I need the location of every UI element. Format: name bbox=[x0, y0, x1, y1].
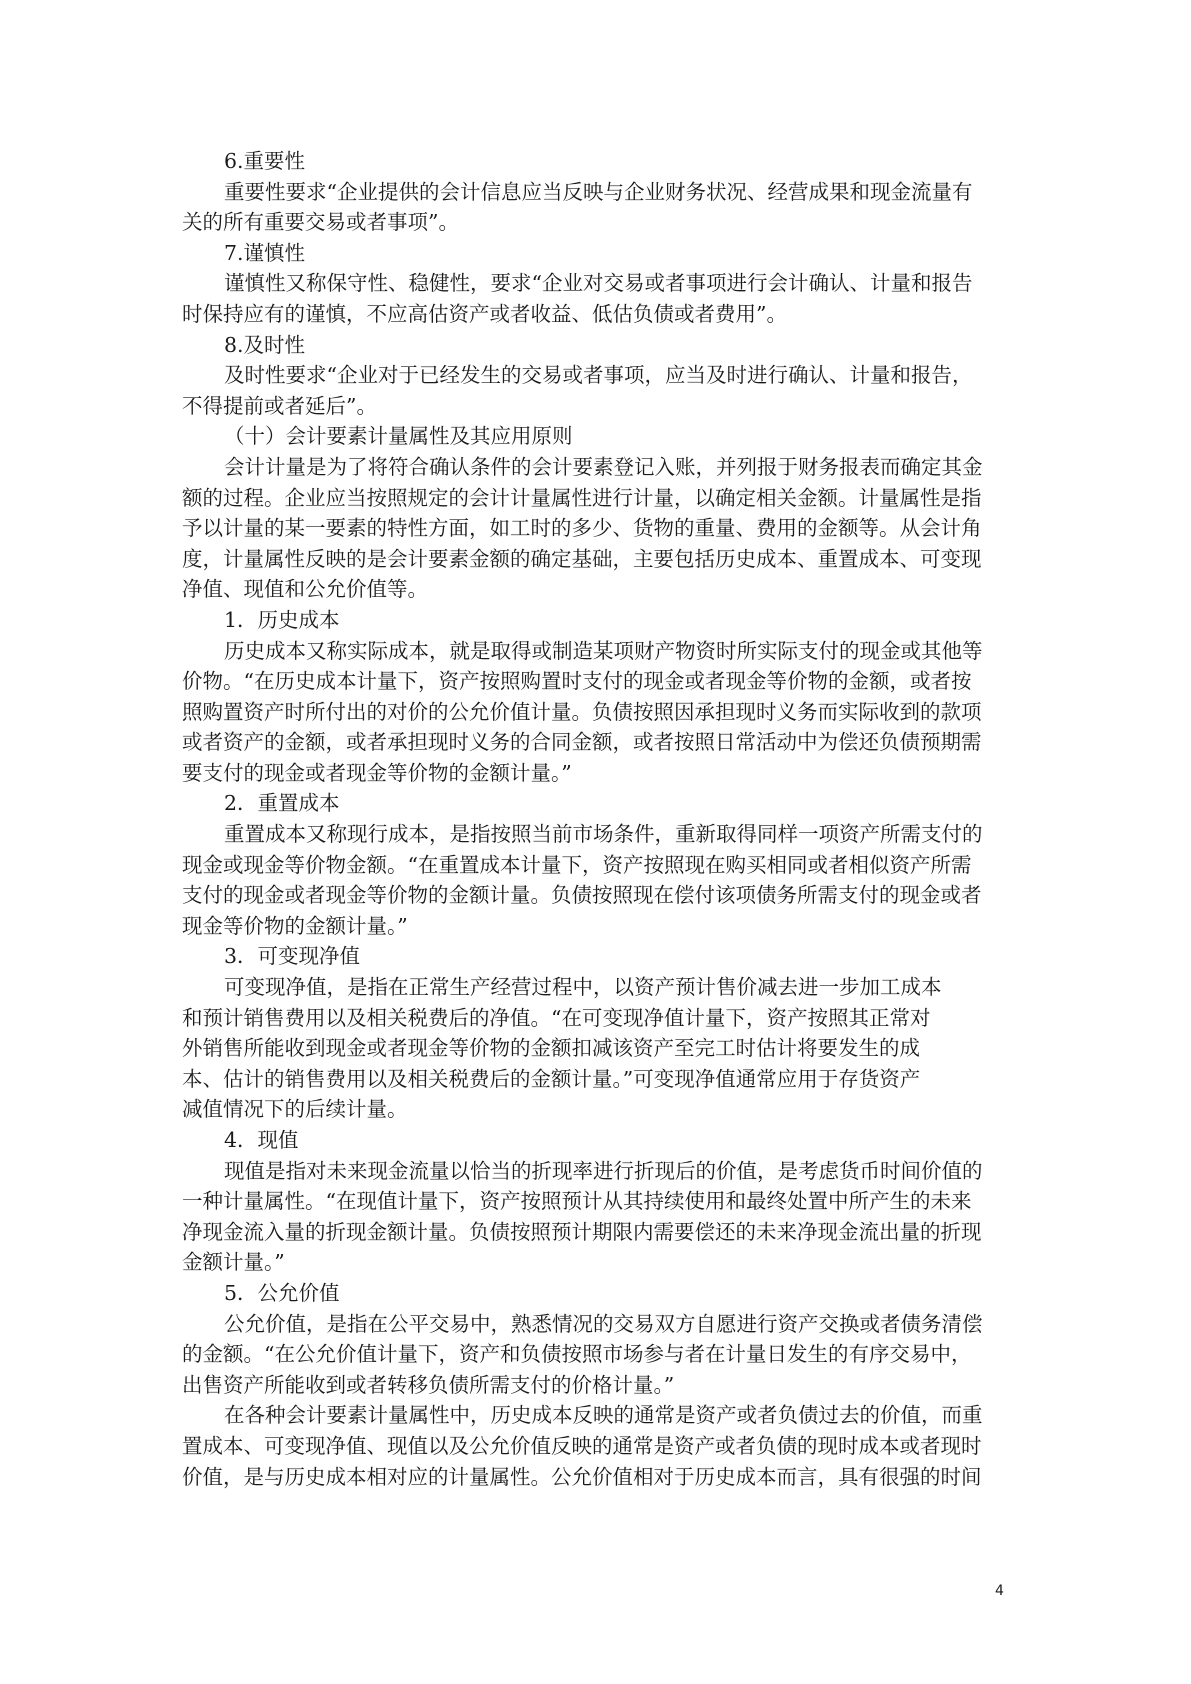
paragraph-line: 的金额。“在公允价值计量下，资产和负债按照市场参与者在计量日发生的有序交易中， bbox=[182, 1342, 972, 1367]
paragraph-line: 度，计量属性反映的是会计要素金额的确定基础，主要包括历史成本、重置成本、可变现 bbox=[182, 546, 982, 571]
paragraph-line: 时保持应有的谨慎，不应高估资产或者收益、低估负债或者费用”。 bbox=[182, 301, 787, 326]
paragraph-first-line: 历史成本又称实际成本，就是取得或制造某项财产物资时所实际支付的现金或其他等 bbox=[224, 638, 983, 663]
paragraph-line: 和预计销售费用以及相关税费后的净值。“在可变现净值计量下，资产按照其正常对 bbox=[182, 1005, 931, 1030]
paragraph-line: 价值，是与历史成本相对应的计量属性。公允价值相对于历史成本而言，具有很强的时间 bbox=[182, 1464, 982, 1489]
paragraph-first-line: 及时性要求“企业对于已经发生的交易或者事项，应当及时进行确认、计量和报告， bbox=[224, 363, 973, 388]
paragraph-first-line: 重要性要求“企业提供的会计信息应当反映与企业财务状况、经营成果和现金流量有 bbox=[224, 179, 973, 204]
paragraph-line: 外销售所能收到现金或者现金等价物的金额扣减该资产至完工时估计将要发生的成 bbox=[182, 1036, 920, 1061]
page-body bbox=[182, 146, 1010, 1492]
paragraph-line: 额的过程。企业应当按照规定的会计计量属性进行计量，以确定相关金额。计量属性是指 bbox=[182, 485, 982, 510]
paragraph-first-line: 在各种会计要素计量属性中，历史成本反映的通常是资产或者负债过去的价值，而重 bbox=[224, 1403, 983, 1428]
paragraph-first-line: 现值是指对未来现金流量以恰当的折现率进行折现后的价值，是考虑货币时间价值的 bbox=[224, 1158, 983, 1183]
section-heading: 8.及时性 bbox=[224, 332, 306, 357]
section-heading: 4．现值 bbox=[224, 1128, 299, 1152]
paragraph-first-line: 可变现净值，是指在正常生产经营过程中，以资产预计售价减去进一步加工成本 bbox=[224, 975, 942, 1000]
paragraph-first-line: 谨慎性又称保守性、稳健性，要求“企业对交易或者事项进行会计确认、计量和报告 bbox=[224, 271, 973, 296]
paragraph-line: 不得提前或者延后”。 bbox=[182, 393, 377, 418]
paragraph-first-line: 公允价值，是指在公平交易中，熟悉情况的交易双方自愿进行资产交换或者债务清偿 bbox=[224, 1311, 983, 1336]
paragraph-line: 现金或现金等价物金额。“在重置成本计量下，资产按照现在购买相同或者相似资产所需 bbox=[182, 852, 972, 877]
paragraph-line: 本、估计的销售费用以及相关税费后的金额计量。”可变现净值通常应用于存货资产 bbox=[182, 1066, 921, 1091]
paragraph-line: 支付的现金或者现金等价物的金额计量。负债按照现在偿付该项债务所需支付的现金或者 bbox=[182, 883, 982, 908]
paragraph-line: 价物。“在历史成本计量下，资产按照购置时支付的现金或者现金等价物的金额，或者按 bbox=[182, 669, 972, 694]
paragraph-first-line: 会计计量是为了将符合确认条件的会计要素登记入账，并列报于财务报表而确定其金 bbox=[224, 454, 983, 479]
paragraph-line: 减值情况下的后续计量。 bbox=[182, 1097, 408, 1122]
paragraph-line: 金额计量。” bbox=[182, 1250, 285, 1275]
paragraph-line: 净值、现值和公允价值等。 bbox=[182, 577, 428, 602]
paragraph-line: 现金等价物的金额计量。” bbox=[182, 913, 408, 938]
section-heading: 2．重置成本 bbox=[224, 791, 340, 816]
section-heading: 5．公允价值 bbox=[224, 1280, 340, 1305]
paragraph-line: 予以计量的某一要素的特性方面，如工时的多少、货物的重量、费用的金额等。从会计角 bbox=[182, 516, 982, 541]
paragraph-first-line: 重置成本又称现行成本，是指按照当前市场条件，重新取得同样一项资产所需支付的 bbox=[224, 822, 983, 847]
paragraph-line: 要支付的现金或者现金等价物的金额计量。” bbox=[182, 760, 572, 785]
paragraph-line: 置成本、可变现净值、现值以及公允价值反映的通常是资产或者负债的现时成本或者现时 bbox=[182, 1433, 982, 1458]
section-heading: 7.谨慎性 bbox=[224, 240, 306, 265]
paragraph-line: 照购置资产时所付出的对价的公允价值计量。负债按照因承担现时义务而实际收到的款项 bbox=[182, 699, 982, 724]
paragraph-line: 关的所有重要交易或者事项”。 bbox=[182, 210, 459, 235]
page-number: 4 bbox=[995, 1583, 1004, 1599]
paragraph-line: 一种计量属性。“在现值计量下，资产按照预计从其持续使用和最终处置中所产生的未来 bbox=[182, 1189, 972, 1214]
section-heading: 1．历史成本 bbox=[224, 607, 340, 632]
paragraph-line: 或者资产的金额，或者承担现时义务的合同金额，或者按照日常活动中为偿还负债预期需 bbox=[182, 730, 982, 755]
section-heading: 3．可变现净值 bbox=[224, 944, 361, 969]
section-heading: （十）会计要素计量属性及其应用原则 bbox=[224, 424, 573, 449]
paragraph-line: 净现金流入量的折现金额计量。负债按照预计期限内需要偿还的未来净现金流出量的折现 bbox=[182, 1219, 982, 1244]
section-heading: 6.重要性 bbox=[224, 149, 306, 173]
paragraph-line: 出售资产所能收到或者转移负债所需支付的价格计量。” bbox=[182, 1372, 675, 1397]
